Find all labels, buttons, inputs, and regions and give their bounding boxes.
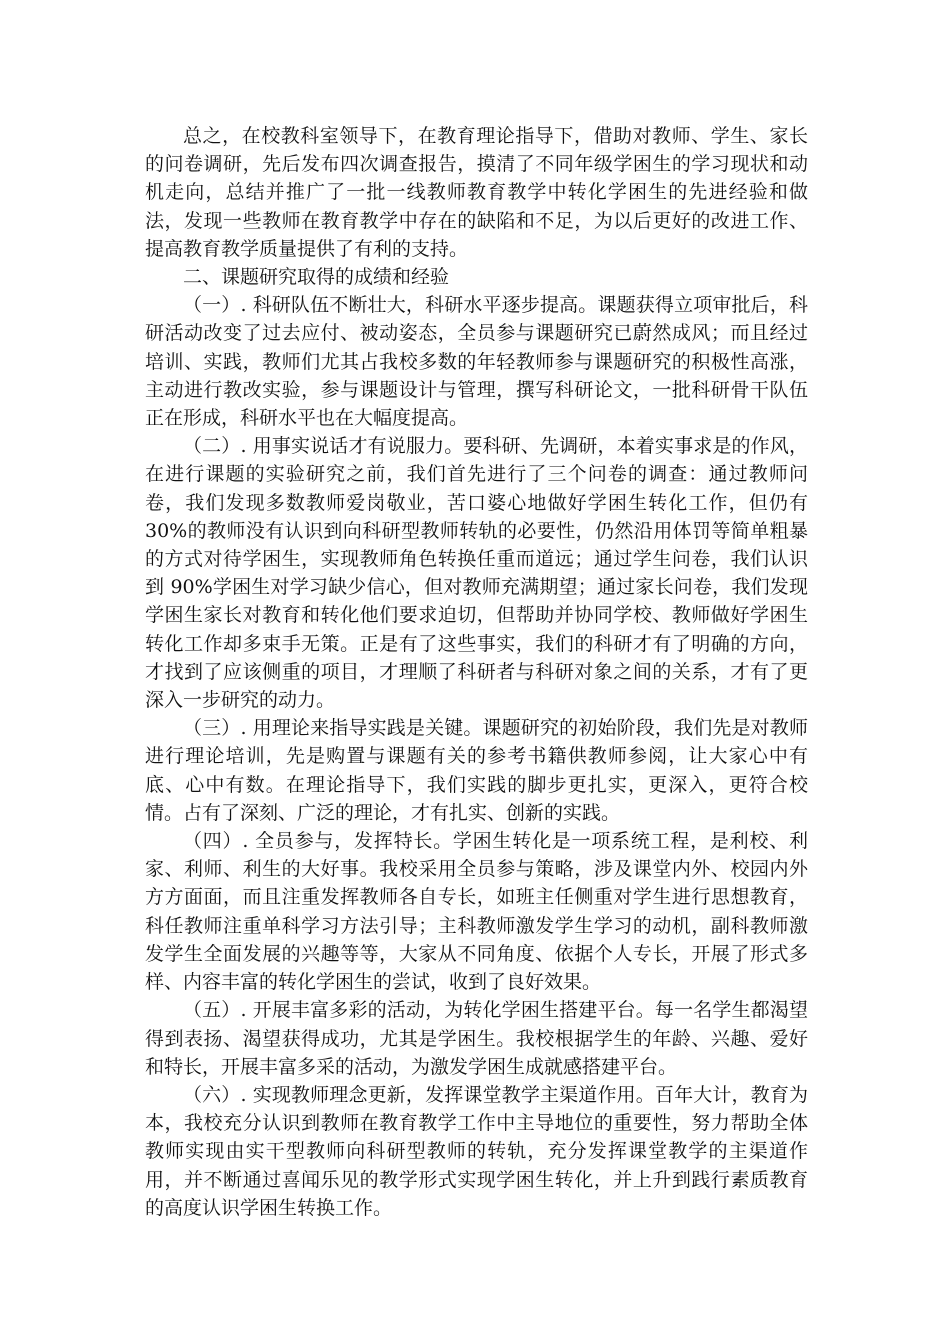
paragraph-item-1: （一）. 科研队伍不断壮大，科研水平逐步提高。课题获得立项审批后，科研活动改变了过去应付、被动姿态，全员参与课题研究已蔚然成风；而且经过培训、实践，教师们尤其占我校多数的年轻教师参与课题研究的积极性高涨，主动进行教改实验，参与课题设计与管理，撰写科研论文，一批科研骨干队伍正在形成，科研水平也在大幅度提高。: [145, 294, 808, 430]
paragraph-summary: 总之，在校教科室领导下，在教育理论指导下，借助对教师、学生、家长的问卷调研，先后发布四次调查报告，摸清了不同年级学困生的学习现状和动机走向，总结并推广了一批一线教师教育教学中转化学困生的先进经验和做法，发现一些教师在教育教学中存在的缺陷和不足，为以后更好的改进工作、提高教育教学质量提供了有利的支持。: [145, 125, 808, 260]
paragraph-item-2: （二）. 用事实说话才有说服力。要科研、先调研，本着实事求是的作风，在进行课题的实验研究之前，我们首先进行了三个问卷的调查：通过教师问卷，我们发现多数教师爱岗敬业，苦口婆心地做好学困生转化工作，但仍有 30%的教师没有认识到向科研型教师转轨的必要性，仍然沿用体罚等简单粗暴的方式对待学困生，实现教师角色转换任重而道远；通过学生问卷，我们认识到 90%学困生对学习缺少信心，但对教师充满期望；通过家长问卷，我们发现学困生家长对教育和转化他们要求迫切，但帮助并协同学校、教师做好学困生转化工作却多束手无策。正是有了这些事实，我们的科研才有了明确的方向，才找到了应该侧重的项目，才理顺了科研者与科研对象之间的关系，才有了更深入一步研究的动力。: [145, 435, 808, 712]
section-heading: 二、课题研究取得的成绩和经验: [183, 266, 450, 289]
paragraph-item-5: （五）. 开展丰富多彩的活动，为转化学困生搭建平台。每一名学生都渴望得到表扬、渴望获得成功，尤其是学困生。我校根据学生的年龄、兴趣、爱好和特长，开展丰富多采的活动，为激发学困生成就感搭建平台。: [145, 999, 808, 1078]
paragraph-item-4: （四）. 全员参与，发挥特长。学困生转化是一项系统工程，是利校、利家、利师、利生的大好事。我校采用全员参与策略，涉及课堂内外、校园内外方方面面，而且注重发挥教师各自专长，如班主任侧重对学生进行思想教育，科任教师注重单科学习方法引导；主科教师激发学生学习的动机，副科教师激发学生全面发展的兴趣等等，大家从不同角度、依据个人专长，开展了形式多样、内容丰富的转化学困生的尝试，收到了良好效果。: [145, 830, 808, 994]
paragraph-item-6: （六）. 实现教师理念更新，发挥课堂教学主渠道作用。百年大计，教育为本，我校充分认识到教师在教育教学工作中主导地位的重要性，努力帮助全体教师实现由实干型教师向科研型教师的转轨，充分发挥课堂教学的主渠道作用，并不断通过喜闻乐见的教学形式实现学困生转化，并上升到践行素质教育的高度认识学困生转换工作。: [145, 1083, 808, 1219]
document-body: [145, 122, 808, 1222]
paragraph-item-3: （三）. 用理论来指导实践是关键。课题研究的初始阶段，我们先是对教师进行理论培训，先是购置与课题有关的参考书籍供教师参阅，让大家心中有底、心中有数。在理论指导下，我们实践的脚步更扎实，更深入，更符合校情。占有了深刻、广泛的理论，才有扎实、创新的实践。: [145, 717, 808, 824]
